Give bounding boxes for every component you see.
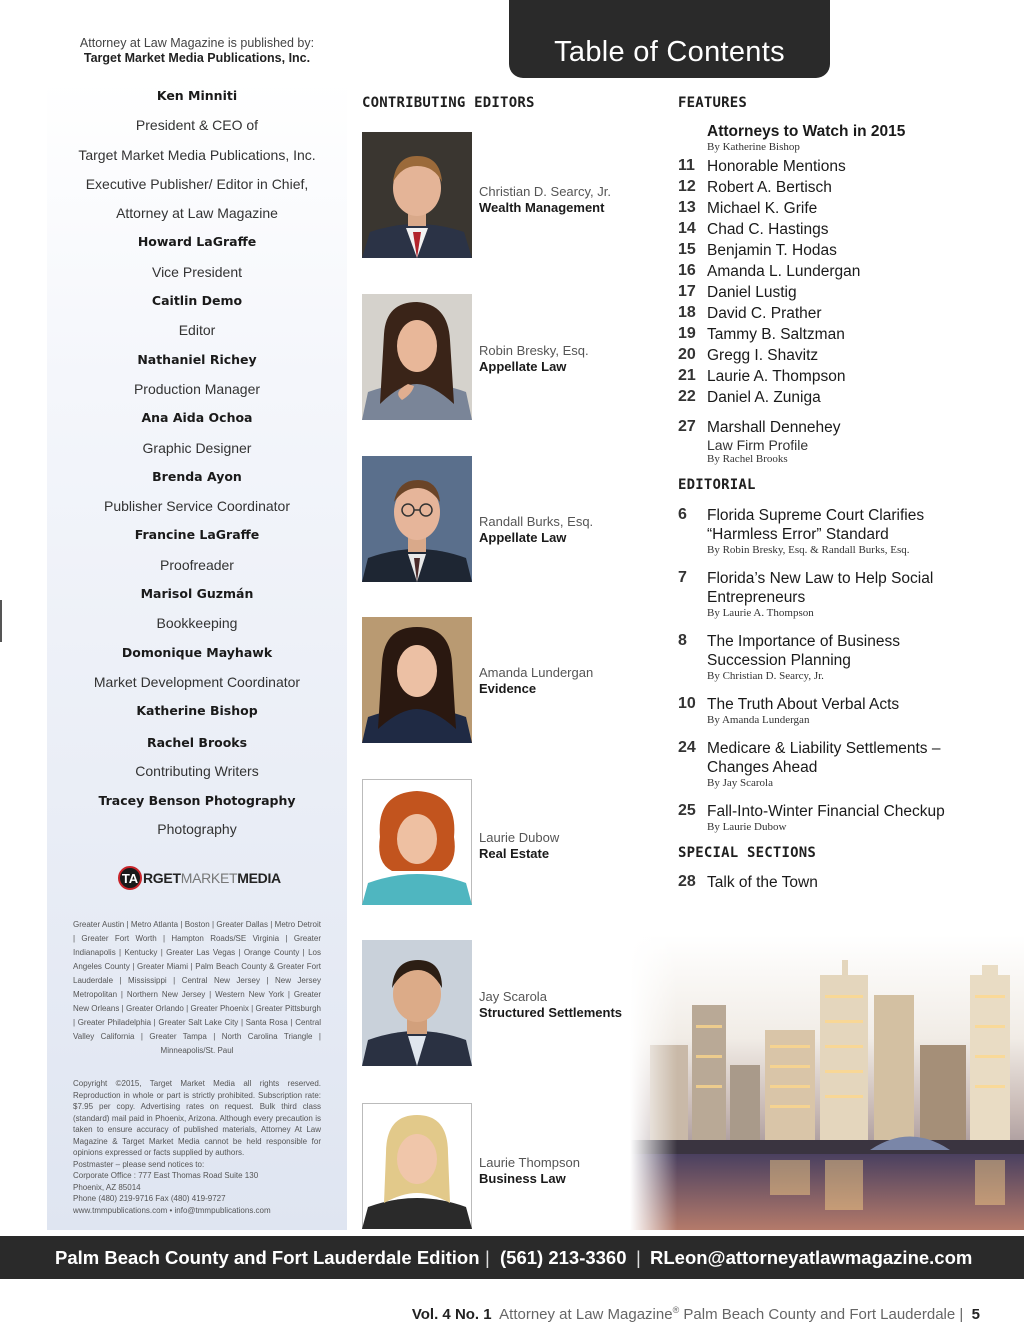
- feature-title: Attorneys to Watch in 2015: [707, 123, 906, 140]
- logo-word-bold: RGET: [143, 870, 181, 886]
- entry-byline: By Robin Bresky, Esq. & Randall Burks, Esq.: [707, 544, 910, 556]
- editor-entry: [479, 830, 559, 862]
- toc-entry: [678, 569, 1018, 620]
- entry-byline: By Jay Scarola: [707, 777, 773, 789]
- page-number: 27: [678, 418, 696, 435]
- city-skyline-photo: [630, 935, 1024, 1230]
- logo-word-thin: MARKET: [180, 870, 238, 886]
- toc-entry: [678, 873, 1018, 892]
- editor-entry: [479, 514, 593, 546]
- publisher-line: Attorney at Law Magazine is published by:: [79, 36, 315, 50]
- footer-contact-bar: [0, 1236, 1024, 1279]
- editor-practice: Appellate Law: [479, 359, 567, 374]
- feature-lead: [678, 122, 1018, 154]
- page-number: 15: [678, 241, 696, 258]
- editor-entry: [479, 184, 611, 216]
- entry-title: Honorable Mentions: [707, 158, 846, 175]
- staff-role: Graphic Designer: [142, 439, 252, 456]
- editor-name: Laurie Dubow: [479, 830, 560, 845]
- staff-role: Market Development Coordinator: [93, 673, 301, 690]
- editor-practice: Appellate Law: [479, 530, 567, 545]
- staff-role: Executive Publisher/ Editor in Chief,: [85, 175, 309, 192]
- staff-name: Rachel Brooks: [146, 735, 248, 751]
- entry-byline: By Laurie Dubow: [707, 821, 787, 833]
- entry-title: David C. Prather: [707, 305, 822, 322]
- page-number: 24: [678, 739, 696, 756]
- toc-entry: [678, 178, 1018, 197]
- magazine-name: Attorney at Law Magazine: [499, 1306, 673, 1323]
- page-number: 25: [678, 802, 696, 819]
- staff-role: Proofreader: [160, 556, 234, 573]
- editor-photo: [362, 456, 472, 582]
- staff-name: Ken Minniti: [156, 88, 238, 103]
- page-number: 12: [678, 178, 696, 195]
- staff-role: Photography: [157, 820, 237, 837]
- entry-byline: By Amanda Lundergan: [707, 714, 810, 726]
- entry-title-cont: Succession Planning: [707, 652, 851, 669]
- page-number: 18: [678, 304, 696, 321]
- entry-subtitle: Law Firm Profile: [707, 437, 809, 453]
- editor-name: Amanda Lundergan: [479, 665, 594, 680]
- registered-mark: ®: [672, 1305, 680, 1315]
- logo-mark: TA: [118, 866, 142, 890]
- postmaster-line: Postmaster – please send notices to:: [73, 1159, 205, 1169]
- toc-entry: [678, 632, 1018, 683]
- staff-name: Tracey Benson Photography: [98, 792, 296, 808]
- editor-photo: [362, 1103, 472, 1229]
- entry-title: The Truth About Verbal Acts: [707, 696, 900, 713]
- editor-name: Robin Bresky, Esq.: [479, 343, 589, 358]
- staff-role: Editor: [178, 322, 216, 339]
- office-phone: Phone (480) 219-9716 Fax (480) 419-9727: [73, 1194, 226, 1203]
- entry-title: Laurie A. Thompson: [707, 368, 846, 385]
- entry-title-cont: Changes Ahead: [707, 759, 818, 776]
- page-folio: [412, 1305, 980, 1323]
- editor-entry: [479, 989, 622, 1021]
- staff-role: Attorney at Law Magazine: [116, 205, 278, 222]
- entry-title: Medicare & Liability Settlements –: [707, 740, 941, 757]
- entry-title: Florida Supreme Court Clarifies: [707, 507, 925, 524]
- entry-title: Tammy B. Saltzman: [707, 326, 845, 343]
- office-city: Phoenix, AZ 85014: [73, 1182, 141, 1192]
- toc-entry: [678, 695, 1018, 727]
- toc-entry: [678, 388, 1018, 407]
- editor-practice: Real Estate: [479, 846, 550, 861]
- editor-name: Randall Burks, Esq.: [479, 514, 594, 529]
- copyright-text: Copyright ©2015, Target Market Media all rights reserved. Reproduction in whole or part is strictly prohibited. Subscription rate: $7.95 per copy. Advertising rates on request. Bulk third class (standard) mail paid in Phoenix, Arizona. Although every precaution is taken to ensure accuracy of published materials, Attorney At Law Magazine & Target Market Media cannot be held responsible for opinions expressed or facts supplied by authors.: [73, 1079, 321, 1157]
- staff-role: Vice President: [151, 263, 242, 280]
- city-editions-list: Greater Austin | Metro Atlanta | Boston | Greater Dallas | Metro Detroit | Greater Fort Worth | Hampton Roads/SE Virginia | Greater Indianapolis | Kentucky | Greater Las Vegas | Orange County | Los Angeles County | Greater Miami | Palm Beach County & Greater Fort Lauderdale | Mississippi | Central New Jersey | New Jersey Metropolitan | Northern New Jersey | Western New York | Greater New Orleans | Greater Orlando | Greater Phoenix | Greater Pittsburgh | Greater Philadelphia | Greater Salt Lake City | Santa Rosa | Central Valley California | Greater Tampa | North Carolina Triangle | Minneapolis/St. Paul: [73, 920, 321, 1055]
- staff-name: Caitlin Demo: [151, 293, 243, 309]
- page-number: 14: [678, 220, 696, 237]
- editor-practice: Wealth Management: [479, 200, 605, 215]
- staff-masthead: [47, 86, 347, 848]
- toc-entry: [678, 241, 1018, 260]
- editor-entry: [479, 1155, 580, 1187]
- staff-name: Katherine Bishop: [136, 703, 258, 719]
- editor-name: Jay Scarola: [479, 989, 547, 1004]
- entry-byline: By Rachel Brooks: [707, 453, 788, 465]
- editor-practice: Business Law: [479, 1171, 566, 1186]
- footer-phone: (561) 213-3360: [500, 1247, 627, 1268]
- entry-title: The Importance of Business: [707, 633, 900, 650]
- folio-separator: |: [959, 1306, 964, 1323]
- editor-entry: [479, 343, 589, 375]
- footer-separator: |: [636, 1247, 641, 1268]
- special-sections-heading: SPECIAL SECTIONS: [678, 845, 817, 861]
- footer-email: RLeon@attorneyatlawmagazine.com: [650, 1247, 973, 1268]
- editor-practice: Evidence: [479, 681, 537, 696]
- logo-word-bold: MEDIA: [237, 870, 281, 886]
- toc-entry: [678, 802, 1018, 834]
- volume-issue: Vol. 4 No. 1: [411, 1306, 492, 1323]
- page-number: 21: [678, 367, 696, 384]
- folio-region: Palm Beach County and Fort Lauderdale: [683, 1306, 956, 1323]
- staff-name: Brenda Ayon: [152, 468, 242, 484]
- staff-role: Contributing Writers: [135, 763, 259, 780]
- contributing-editors-heading: CONTRIBUTING EDITORS: [362, 95, 535, 111]
- entry-title-cont: “Harmless Error” Standard: [707, 526, 889, 543]
- page-number: 6: [678, 506, 687, 523]
- page-number: 20: [678, 346, 696, 363]
- publisher-credit: [47, 36, 347, 66]
- page-number: 13: [678, 199, 696, 216]
- toc-entry: [678, 367, 1018, 386]
- staff-name: Howard LaGraffe: [137, 234, 257, 250]
- editor-photo: [362, 617, 472, 743]
- publisher-company: Target Market Media Publications, Inc.: [83, 51, 311, 65]
- entry-byline: By Laurie A. Thompson: [707, 607, 814, 619]
- features-heading: FEATURES: [678, 95, 748, 111]
- toc-entry: [678, 304, 1018, 323]
- entry-title: Fall-Into-Winter Financial Checkup: [707, 803, 945, 820]
- page-number: 28: [678, 873, 696, 890]
- entry-title: Robert A. Bertisch: [707, 179, 832, 196]
- entry-byline: By Christian D. Searcy, Jr.: [707, 670, 824, 682]
- staff-role: Bookkeeping: [156, 615, 238, 632]
- feature-byline: By Katherine Bishop: [707, 141, 800, 153]
- editor-photo: [362, 779, 472, 905]
- editor-photo: [362, 132, 472, 258]
- editor-photo: [362, 940, 472, 1066]
- page-number: 7: [678, 569, 687, 586]
- entry-title: Amanda L. Lundergan: [707, 263, 861, 280]
- toc-entry: [678, 346, 1018, 365]
- staff-role: Production Manager: [133, 380, 261, 397]
- entry-title: Benjamin T. Hodas: [707, 242, 837, 259]
- entry-title-cont: Entrepreneurs: [707, 589, 806, 606]
- office-web: www.tmmpublications.com • info@tmmpublications.com: [73, 1205, 271, 1215]
- page-number: 8: [678, 632, 687, 649]
- entry-title: Florida’s New Law to Help Social: [707, 570, 934, 587]
- toc-entry: [678, 283, 1018, 302]
- staff-name: Ana Aida Ochoa: [141, 410, 253, 426]
- page-number: 19: [678, 325, 696, 342]
- entry-title: Daniel A. Zuniga: [707, 389, 821, 406]
- toc-entry: [678, 418, 1018, 466]
- edition-name: Palm Beach County and Fort Lauderdale Edition: [55, 1247, 480, 1268]
- staff-name: Marisol Guzmán: [140, 586, 254, 602]
- page-number: 11: [678, 157, 695, 174]
- page-number: 16: [678, 262, 696, 279]
- editor-entry: [479, 665, 593, 697]
- page-edge-mark: [0, 600, 2, 642]
- staff-name: Nathaniel Richey: [137, 351, 257, 367]
- staff-role: Target Market Media Publications, Inc.: [78, 146, 316, 163]
- page-number: 22: [678, 388, 696, 405]
- page-number: 10: [678, 695, 696, 712]
- toc-entry: [678, 199, 1018, 218]
- logo-wordmark: [143, 870, 281, 886]
- toc-entry: [678, 262, 1018, 281]
- toc-entry: [678, 220, 1018, 239]
- editor-photo: [362, 294, 472, 420]
- entry-title: Chad C. Hastings: [707, 221, 829, 238]
- staff-role: Publisher Service Coordinator: [104, 498, 290, 515]
- office-address: Corporate Office : 777 East Thomas Road Suite 130: [73, 1171, 259, 1180]
- toc-entry: [678, 157, 1018, 176]
- footer-separator: |: [485, 1247, 490, 1268]
- page-title: Table of Contents: [509, 0, 830, 78]
- entry-title: Talk of the Town: [707, 874, 818, 891]
- toc-entry: [678, 325, 1018, 344]
- target-market-media-logo: [118, 866, 281, 890]
- staff-name: Domonique Mayhawk: [121, 644, 273, 660]
- page-number: 17: [678, 283, 696, 300]
- staff-name: Francine LaGraffe: [134, 527, 260, 543]
- editor-practice: Structured Settlements: [479, 1005, 623, 1020]
- toc-entry: [678, 739, 1018, 790]
- editor-name: Laurie Thompson: [479, 1155, 580, 1170]
- entry-title: Gregg I. Shavitz: [707, 347, 819, 364]
- copyright-notice: [73, 1078, 321, 1216]
- toc-entry: [678, 506, 1018, 557]
- page-number: 5: [971, 1306, 980, 1323]
- entry-title: Michael K. Grife: [707, 200, 818, 217]
- entry-title: Marshall Dennehey: [707, 419, 841, 436]
- entry-title: Daniel Lustig: [707, 284, 797, 301]
- staff-role: President & CEO of: [135, 117, 259, 134]
- editor-name: Christian D. Searcy, Jr.: [479, 184, 611, 199]
- editorial-heading: EDITORIAL: [678, 477, 756, 493]
